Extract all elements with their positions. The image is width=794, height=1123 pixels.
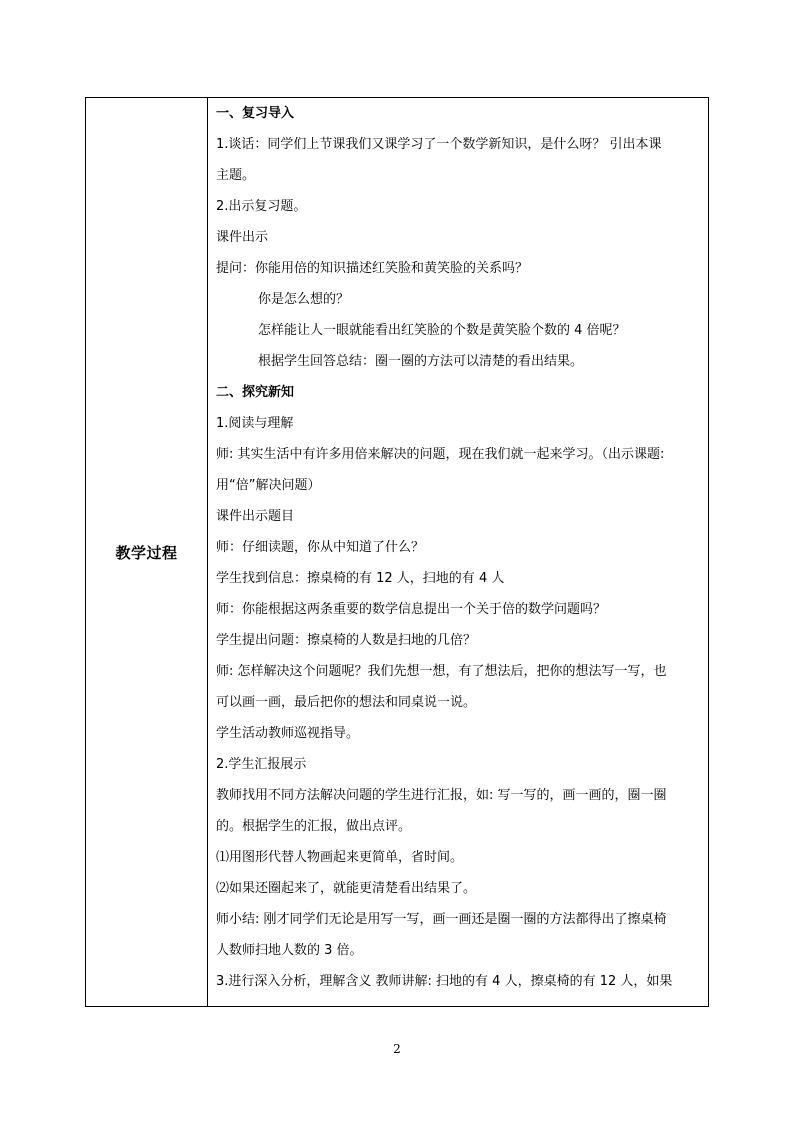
content-line: 师：仔细读题，你从中知道了什么？ — [216, 540, 425, 555]
content-line: 你是怎么想的？ — [258, 292, 350, 307]
page-number: 2 — [393, 1042, 401, 1056]
content-line: ⑴用图形代替人物画起来更简单，省时间。 — [216, 850, 464, 865]
section-heading: 一、复习导入 — [216, 106, 295, 121]
content-line: 2.学生汇报展示 — [216, 757, 307, 772]
content-line: 根据学生回答总结：圈一圈的方法可以清楚的看出结果。 — [258, 354, 584, 369]
content-line: 师: 其实生活中有许多用倍来解决的问题，现在我们就一起来学习。（出示课题: — [216, 447, 665, 462]
lesson-content — [216, 98, 702, 997]
content-line: 课件出示 — [216, 230, 269, 245]
content-line: 师小结: 刚才同学们无论是用写一写，画一画还是圈一圈的方法都得出了擦桌椅 — [216, 912, 667, 927]
content-line: 可以画一画，最后把你的想法和同桌说一说。 — [216, 695, 477, 710]
content-line: 教师找用不同方法解决问题的学生进行汇报，如: 写一写的，画一画的，圈一圈 — [216, 788, 667, 803]
row-label-teaching-process: 教学过程 — [115, 543, 178, 562]
content-line: 课件出示题目 — [216, 509, 295, 524]
content-line: 用“倍”解决问题） — [216, 478, 321, 493]
content-line: 1.谈话：同学们上节课我们又课学习了一个数学新知识，是什么呀？ 引出本课 — [216, 137, 662, 152]
content-line: 主题。 — [216, 168, 256, 183]
content-line: 学生提出问题：擦桌椅的人数是扫地的几倍？ — [216, 633, 477, 648]
content-line: 师: 怎样解决这个问题呢？我们先想一想，有了想法后，把你的想法写一写，也 — [216, 664, 667, 679]
lesson-table — [85, 97, 709, 1007]
content-line: 学生活动教师巡视指导。 — [216, 726, 360, 741]
content-line: 怎样能让人一眼就能看出红笑脸的个数是黄笑脸个数的 4 倍呢？ — [258, 323, 626, 338]
content-line: ⑵如果还圈起来了，就能更清楚看出结果了。 — [216, 881, 477, 896]
column-divider — [207, 98, 208, 1006]
content-line: 学生找到信息：擦桌椅的有 12 人，扫地的有 4 人 — [216, 571, 505, 586]
content-line: 1.阅读与理解 — [216, 416, 294, 431]
section-heading: 二、探究新知 — [216, 385, 295, 400]
content-line: 人数师扫地人数的 3 倍。 — [216, 943, 363, 958]
content-line: 2.出示复习题。 — [216, 199, 307, 214]
content-line: 提问：你能用倍的知识描述红笑脸和黄笑脸的关系吗？ — [216, 261, 529, 276]
content-line: 的。根据学生的汇报，做出点评。 — [216, 819, 412, 834]
content-line: 3.进行深入分析，理解含义 教师讲解: 扫地的有 4 人，擦桌椅的有 12 人，如果 — [216, 974, 673, 989]
content-line: 师：你能根据这两条重要的数学信息提出一个关于倍的数学问题吗？ — [216, 602, 607, 617]
